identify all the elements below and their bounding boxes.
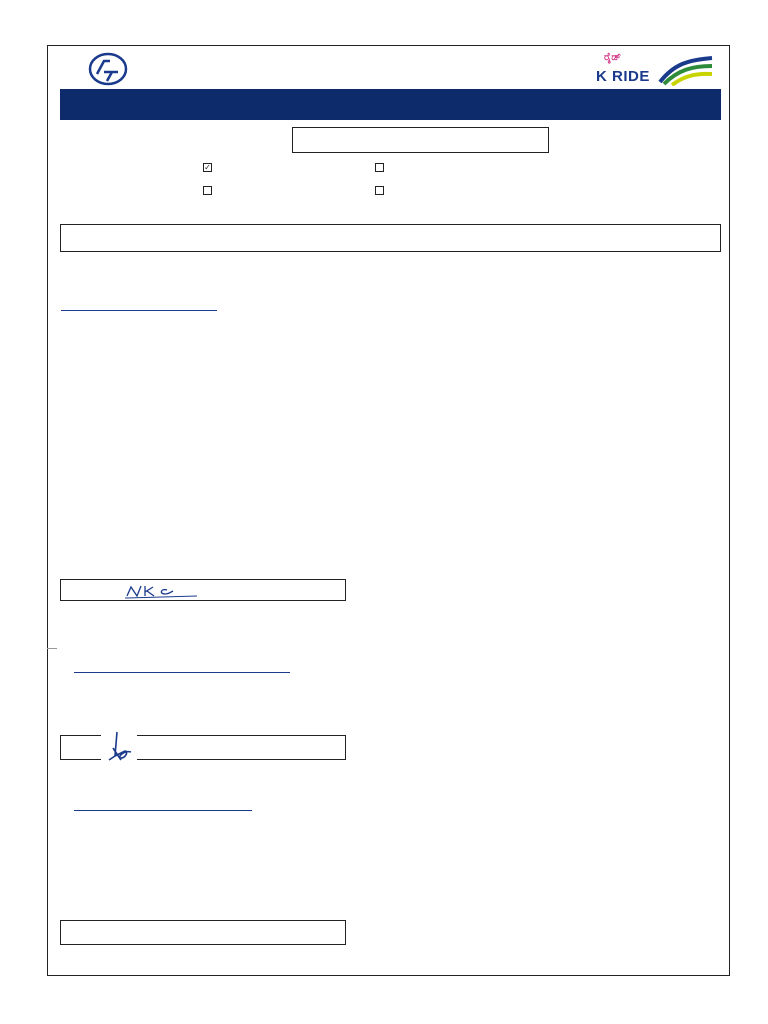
kride-swoosh-icon xyxy=(658,54,714,86)
section-heading-underline-2 xyxy=(74,672,290,673)
section-heading-underline-1 xyxy=(61,310,217,311)
signature-box-1 xyxy=(60,579,346,601)
kride-kannada-text: ರೈಡ್ xyxy=(604,52,621,63)
option-checkbox-4[interactable] xyxy=(375,186,384,195)
option-checkbox-3[interactable] xyxy=(203,186,212,195)
description-box xyxy=(60,224,721,252)
signature-box-3 xyxy=(60,920,346,945)
signature-nkc xyxy=(123,582,203,600)
signature-box-2 xyxy=(60,735,346,760)
option-checkbox-1[interactable]: ✓ xyxy=(204,163,211,172)
signature-scribble xyxy=(103,730,137,764)
kride-logo-text: K RIDE xyxy=(596,68,650,85)
margin-tick xyxy=(47,648,57,649)
header-banner xyxy=(60,89,721,120)
option-checkbox-2[interactable] xyxy=(375,163,384,172)
title-box xyxy=(292,127,549,153)
page-frame xyxy=(47,45,730,976)
section-heading-underline-3 xyxy=(74,810,252,811)
lt-logo-icon xyxy=(88,52,128,91)
